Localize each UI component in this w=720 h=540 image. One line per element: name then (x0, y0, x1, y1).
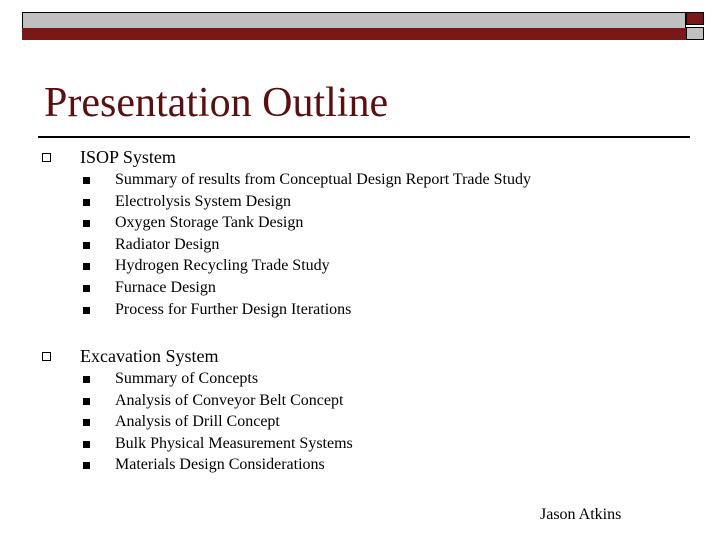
filled-square-bullet-icon (83, 220, 90, 227)
filled-square-bullet-icon (83, 199, 90, 206)
header-corner-red-box (686, 12, 704, 25)
list-item-label: Furnace Design (115, 278, 216, 296)
list-item-label: Summary of Concepts (115, 370, 259, 387)
title-divider (38, 136, 690, 138)
sub-item-list (0, 369, 720, 477)
list-item-label: Bulk Physical Measurement Systems (115, 434, 353, 452)
list-item-label: Process for Further Design Iterations (115, 300, 352, 318)
list-item-label: Oxygen Storage Tank Design (115, 214, 304, 232)
section-label: ISOP System (80, 147, 176, 167)
section-isop-system (0, 146, 720, 318)
filled-square-bullet-icon (83, 462, 90, 469)
header-corner-gray-box (686, 27, 704, 40)
list-item (0, 300, 720, 322)
sub-item-list (0, 170, 720, 321)
list-item (0, 412, 720, 434)
filled-square-bullet-icon (83, 376, 90, 383)
filled-square-bullet-icon (83, 177, 90, 184)
filled-square-bullet-icon (83, 441, 90, 448)
section-heading (0, 345, 720, 369)
list-item-label: Hydrogen Recycling Trade Study (115, 257, 330, 275)
list-item-label: Analysis of Conveyor Belt Concept (115, 391, 344, 409)
list-item (0, 434, 720, 456)
slide-title: Presentation Outline (44, 80, 389, 126)
list-item-label: Radiator Design (115, 235, 220, 253)
slide-header-stripe (22, 28, 686, 40)
list-item (0, 170, 720, 192)
filled-square-bullet-icon (83, 398, 90, 405)
list-item (0, 391, 720, 413)
list-item-label: Summary of results from Conceptual Design Report Trade Study (115, 171, 531, 188)
hollow-square-bullet-icon (42, 352, 51, 361)
section-excavation-system (0, 345, 720, 474)
filled-square-bullet-icon (83, 263, 90, 270)
filled-square-bullet-icon (83, 242, 90, 249)
author-name: Jason Atkins (540, 506, 622, 523)
section-heading (0, 146, 720, 170)
hollow-square-bullet-icon (42, 153, 51, 162)
filled-square-bullet-icon (83, 307, 90, 314)
list-item (0, 192, 720, 214)
section-label: Excavation System (80, 346, 219, 366)
list-item (0, 278, 720, 300)
list-item (0, 369, 720, 391)
list-item-label: Analysis of Drill Concept (115, 413, 280, 431)
list-item-label: Materials Design Considerations (115, 456, 325, 474)
list-item (0, 455, 720, 477)
filled-square-bullet-icon (83, 419, 90, 426)
list-item-label: Electrolysis System Design (115, 192, 291, 210)
list-item (0, 235, 720, 257)
list-item (0, 213, 720, 235)
list-item (0, 256, 720, 278)
filled-square-bullet-icon (83, 285, 90, 292)
